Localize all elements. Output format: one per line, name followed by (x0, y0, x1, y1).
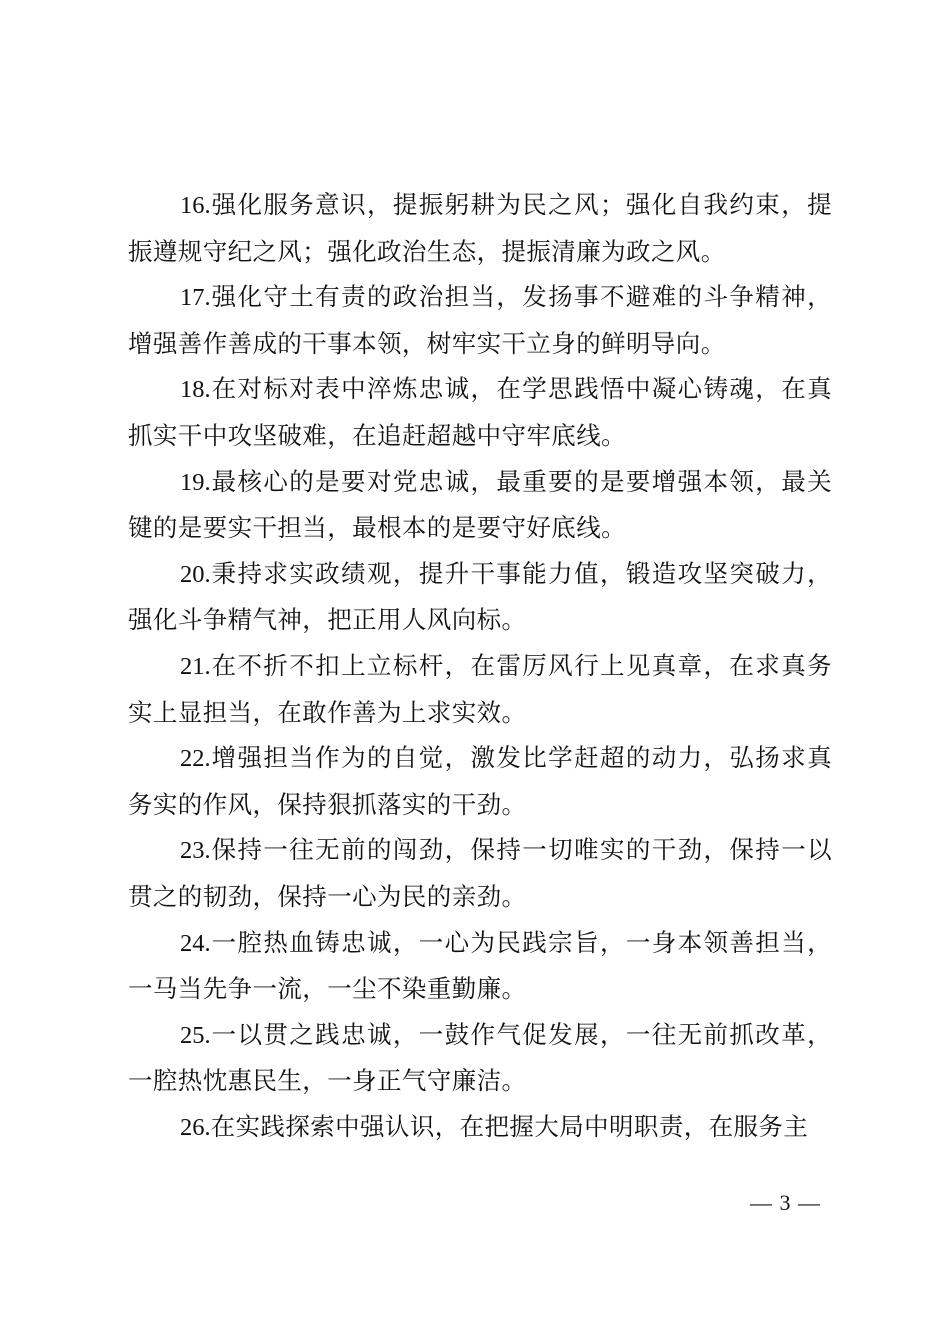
paragraph-24 (128, 920, 832, 1012)
paragraph-18 (128, 366, 832, 458)
body-text (128, 182, 832, 1150)
paragraph-number: 18. (180, 376, 211, 404)
paragraph-text: 最核心的是要对党忠诚，最重要的是要增强本领，最关键的是要实干担当，最根本的是要守好底线。 (128, 466, 832, 543)
paragraph-text: 强化守土有责的政治担当，发扬事不避难的斗争精神，增强善作善成的干事本领，树牢实干立身的鲜明导向。 (128, 282, 832, 358)
paragraph-text: 一以贯之践忠诚，一鼓作气促发展，一往无前抓改革，一腔热忱惠民生，一身正气守廉洁。 (128, 1019, 832, 1096)
paragraph-26 (128, 1104, 832, 1151)
paragraph-number: 19. (180, 468, 211, 496)
paragraph-25 (128, 1012, 832, 1104)
paragraph-text: 在对标对表中淬炼忠诚，在学思践悟中凝心铸魂，在真抓实干中攻坚破难，在追赶超越中守牢底线。 (128, 374, 832, 450)
paragraph-number: 22. (180, 745, 211, 773)
paragraph-text: 强化服务意识，提振躬耕为民之风；强化自我约束，提振遵规守纪之风；强化政治生态，提振清廉为政之风。 (128, 190, 832, 266)
paragraph-20 (128, 551, 832, 643)
paragraph-19 (128, 459, 832, 551)
paragraph-number: 23. (180, 837, 211, 865)
paragraph-number: 25. (180, 1021, 211, 1049)
paragraph-23 (128, 827, 832, 919)
paragraph-text: 在实践探索中强认识，在把握大局中明职责，在服务主 (210, 1111, 809, 1141)
page-number: — 3 — (750, 1190, 821, 1215)
paragraph-text: 一腔热血铸忠诚，一心为民践宗旨，一身本领善担当，一马当先争一流，一尘不染重勤廉。 (128, 927, 832, 1004)
paragraph-text: 秉持求实政绩观，提升干事能力值，锻造攻坚突破力，强化斗争精气神，把正用人风向标。 (128, 558, 832, 635)
paragraph-number: 16. (180, 192, 211, 219)
paragraph-16 (128, 182, 832, 274)
paragraph-number: 20. (180, 560, 211, 588)
paragraph-text: 在不折不扣上立标杆，在雷厉风行上见真章，在求真务实上显担当，在敢作善为上求实效。 (128, 650, 832, 727)
paragraph-text: 增强担当作为的自觉，激发比学赶超的动力，弘扬求真务实的作风，保持狠抓落实的干劲。 (128, 743, 832, 819)
paragraph-number: 17. (180, 284, 211, 312)
paragraph-17 (128, 274, 832, 366)
paragraph-number: 24. (180, 929, 211, 957)
paragraph-text: 保持一往无前的闯劲，保持一切唯实的干劲，保持一以贯之的韧劲，保持一心为民的亲劲。 (128, 835, 832, 911)
paragraph-number: 26. (180, 1113, 211, 1141)
paragraph-22 (128, 735, 832, 827)
paragraph-number: 21. (180, 652, 211, 680)
paragraph-21 (128, 643, 832, 735)
